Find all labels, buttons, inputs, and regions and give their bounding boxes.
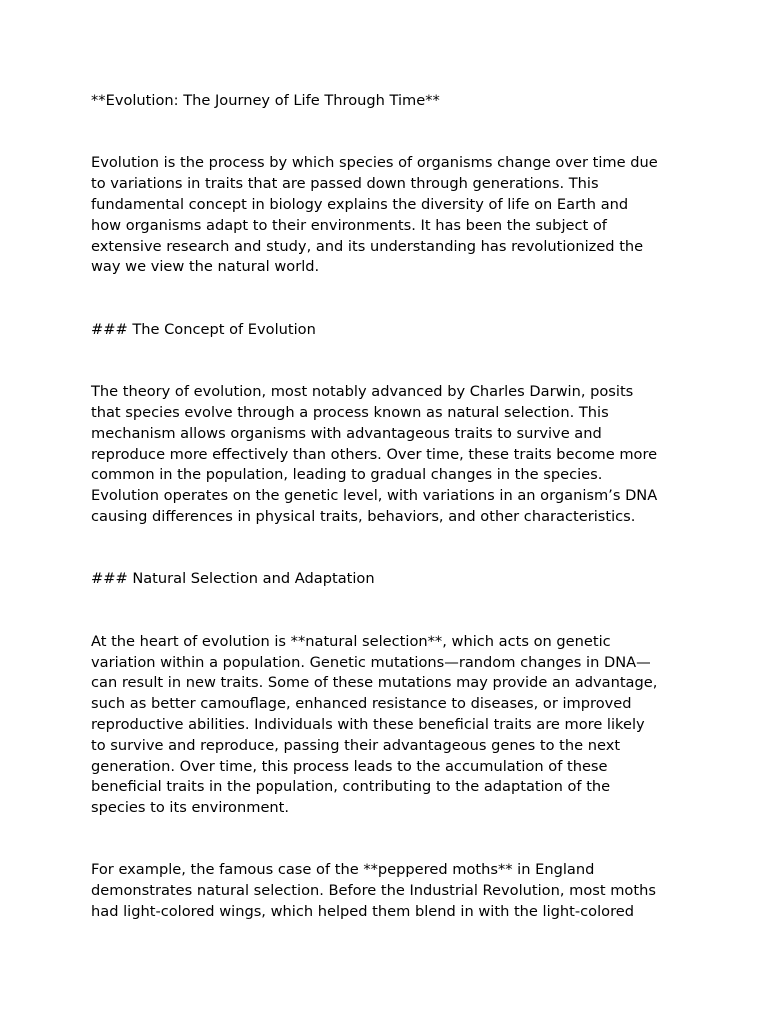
peppered-moths-paragraph: For example, the famous case of the **peppered moths** in England demonstrates natural selection. Before the Industrial Revolution, most moths had light-colored wings, which helped them blend in with the light-colored	[91, 861, 656, 921]
section-heading-concept: ### The Concept of Evolution	[91, 320, 316, 338]
document-title: **Evolution: The Journey of Life Through Time**	[91, 92, 440, 109]
intro-paragraph: Evolution is the process by which species of organisms change over time due to variations in traits that are passed down through generations. This fundamental concept in biology explains the diversity of life on Earth and how organisms adapt to their environments. It has been the subject of extensive research and study, and its understanding has revolutionized the way we view the natural world.	[91, 154, 658, 276]
natural-selection-paragraph: At the heart of evolution is **natural selection**, which acts on genetic variation within a population. Genetic mutations—random changes in DNA— can result in new traits. Some of these mutations may provide an advantage, such as better camouflage, enhanced resistance to diseases, or improved reproductive abilities. Individuals with these beneficial traits are more likely to survive and reproduce, passing their advantageous genes to the next generation. Over time, this process leads to the accumulation of these beneficial traits in the population, contributing to the adaptation of the species to its environment.	[91, 632, 658, 817]
section-heading-natural-selection: ### Natural Selection and Adaptation	[91, 570, 375, 588]
concept-paragraph: The theory of evolution, most notably advanced by Charles Darwin, posits that species evolve through a process known as natural selection. This mechanism allows organisms with advantageous traits to survive and reproduce more effectively than others. Over time, these traits become more common in the population, leading to gradual changes in the species. Evolution operates on the genetic level, with variations in an organism’s DNA causing differences in physical traits, behaviors, and other characteristics.	[91, 383, 658, 525]
document-body	[91, 91, 683, 964]
